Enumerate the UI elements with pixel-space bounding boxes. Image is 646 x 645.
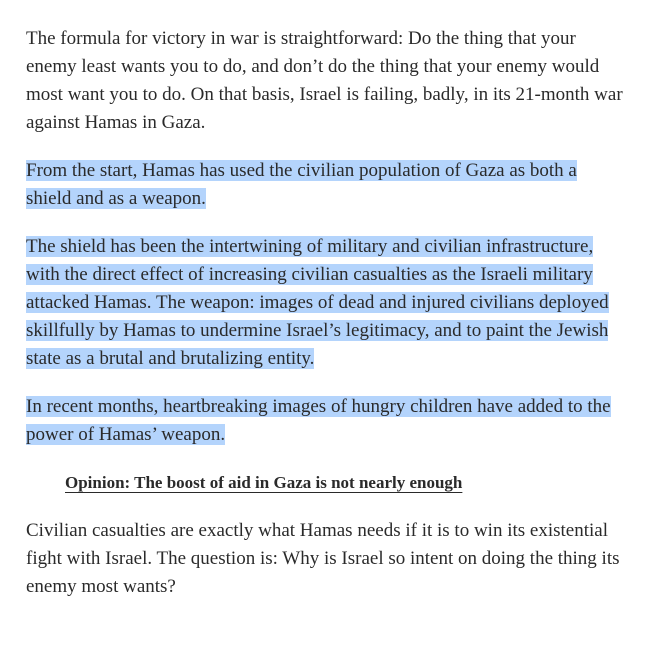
- related-article: [65, 469, 626, 497]
- article-paragraph-5: [26, 517, 626, 601]
- selected-paragraph-text: The shield has been the intertwining of military and civilian infrastructure, with the direct effect of increasing civilian casualties as the Israeli military attacked Hamas. The weapon: images of dead and injured civilians deployed skillfully by Hamas to undermine Israel’s legitimacy, and to paint the Jewish state as a brutal and brutalizing entity.: [26, 236, 609, 369]
- related-article-link[interactable]: Opinion: The boost of aid in Gaza is not nearly enough: [65, 473, 463, 492]
- article-body: [26, 25, 626, 621]
- article-paragraph-3: [26, 233, 626, 373]
- article-paragraph-2: [26, 157, 626, 213]
- selected-paragraph-text: In recent months, heartbreaking images of hungry children have added to the power of Hamas’ weapon.: [26, 396, 611, 445]
- article-paragraph-1: [26, 25, 626, 137]
- paragraph-text: The formula for victory in war is straightforward: Do the thing that your enemy least wants you to do, and don’t do the thing that your enemy would most want you to do. On that basis, Israel is failing, badly, in its 21-month war against Hamas in Gaza.: [26, 28, 623, 133]
- article-paragraph-4: [26, 393, 626, 449]
- paragraph-text: Civilian casualties are exactly what Hamas needs if it is to win its existential fight with Israel. The question is: Why is Israel so intent on doing the thing its enemy most wants?: [26, 520, 620, 597]
- selected-paragraph-text: From the start, Hamas has used the civilian population of Gaza as both a shield and as a weapon.: [26, 160, 577, 209]
